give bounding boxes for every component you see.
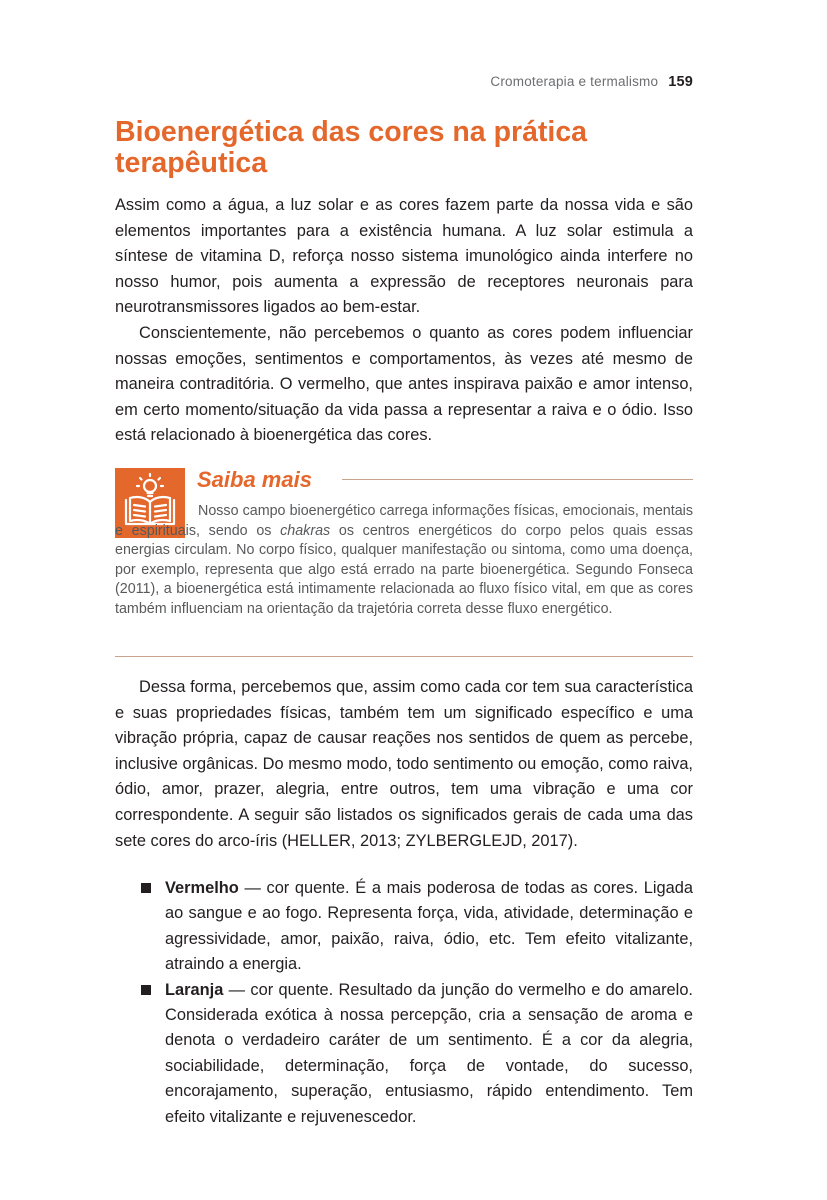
saiba-text-after: os centros energéticos do corpo pelos quais essas energias circulam. No corpo físico, qualquer manifestação ou sintoma, como uma doença, por exemplo, representa que algo está errado na parte bioenergética. Segundo Fonseca (2011), a bioenergética está intimamente relacionada ao fluxo físico vital, em que as cores também influenciam na orientação da trajetória correta desse fluxo energético. [115,522,694,617]
running-title: Cromoterapia e termalismo [490,74,659,89]
saiba-text-before: Nosso campo bioenergético carrega informações físicas, emocionais, mentais e espirituais, sendo os [115,503,693,539]
intro-paragraph-2: Conscientemente, não percebemos o quanto as cores podem influenciar nossas emoções, sentimentos e comportamentos, às vezes até mesmo de maneira contraditória. O vermelho, que antes inspirava paixão e amor intenso, em certo momento/situação da vida passa a representar a raiva e o ódio. Isso está relacionado à bioenergética das cores. [115,323,693,445]
section-title: Bioenergética das cores na prática terapêutica [115,116,588,179]
color-name: Laranja [165,980,224,999]
saiba-mais-text [115,502,693,619]
saiba-mais-title: Saiba mais [197,467,312,492]
list-item [115,978,693,1130]
intro-paragraph-1: Assim como a água, a luz solar e as cores fazem parte da nossa vida e são elementos importantes para a existência humana. A luz solar estimula a síntese de vitamina D, reforça nosso sistema imunológico ainda interfere no nosso humor, pois aumenta a expressão de receptores neuronais para neurotransmissores ligados ao bem-estar. [115,196,693,317]
saiba-mais-bottom-rule [115,656,693,657]
page-number: 159 [668,74,693,90]
color-name: Vermelho [165,879,239,897]
list-item [115,876,693,978]
colors-list [115,876,693,1130]
saiba-text-italic: chakras [280,522,331,539]
saiba-mais-title-rule [342,479,693,480]
after-box-text [115,675,693,854]
saiba-mais-box [115,466,693,658]
bullet-square-icon [141,985,151,995]
after-paragraph-1: Dessa forma, percebemos que, assim como cada cor tem sua característica e suas propriedades físicas, também tem um significado específico e uma vibração própria, capaz de causar reações nos sentidos de quem as percebe, inclusive orgânicas. Do mesmo modo, todo sentimento ou emoção, como raiva, ódio, amor, prazer, alegria, entre outros, tem uma vibração e uma cor correspondente. A seguir são listados os significados gerais de cada uma das sete cores do arco-íris (HELLER, 2013; ZYLBERGLEJD, 2017). [115,678,693,850]
intro-text [115,193,693,449]
running-header [440,74,693,90]
color-description: — cor quente. É a mais poderosa de todas as cores. Ligada ao sangue e ao fogo. Representa força, vida, atividade, determinação e agressividade, amor, paixão, raiva, ódio, etc. Tem efeito vitalizante, atraindo a energia. [165,879,693,974]
bullet-square-icon [141,883,151,893]
color-description: — cor quente. Resultado da junção do vermelho e do amarelo. Considerada exótica à nossa percepção, cria a sensação de aroma e denota o verdadeiro caráter de um sentimento. É a cor da alegria, sociabilidade, determinação, força de vontade, do sucesso, encorajamento, superação, entusiasmo, rápido entendimento. Tem efeito vitalizante e rejuvenescedor. [165,980,693,1126]
